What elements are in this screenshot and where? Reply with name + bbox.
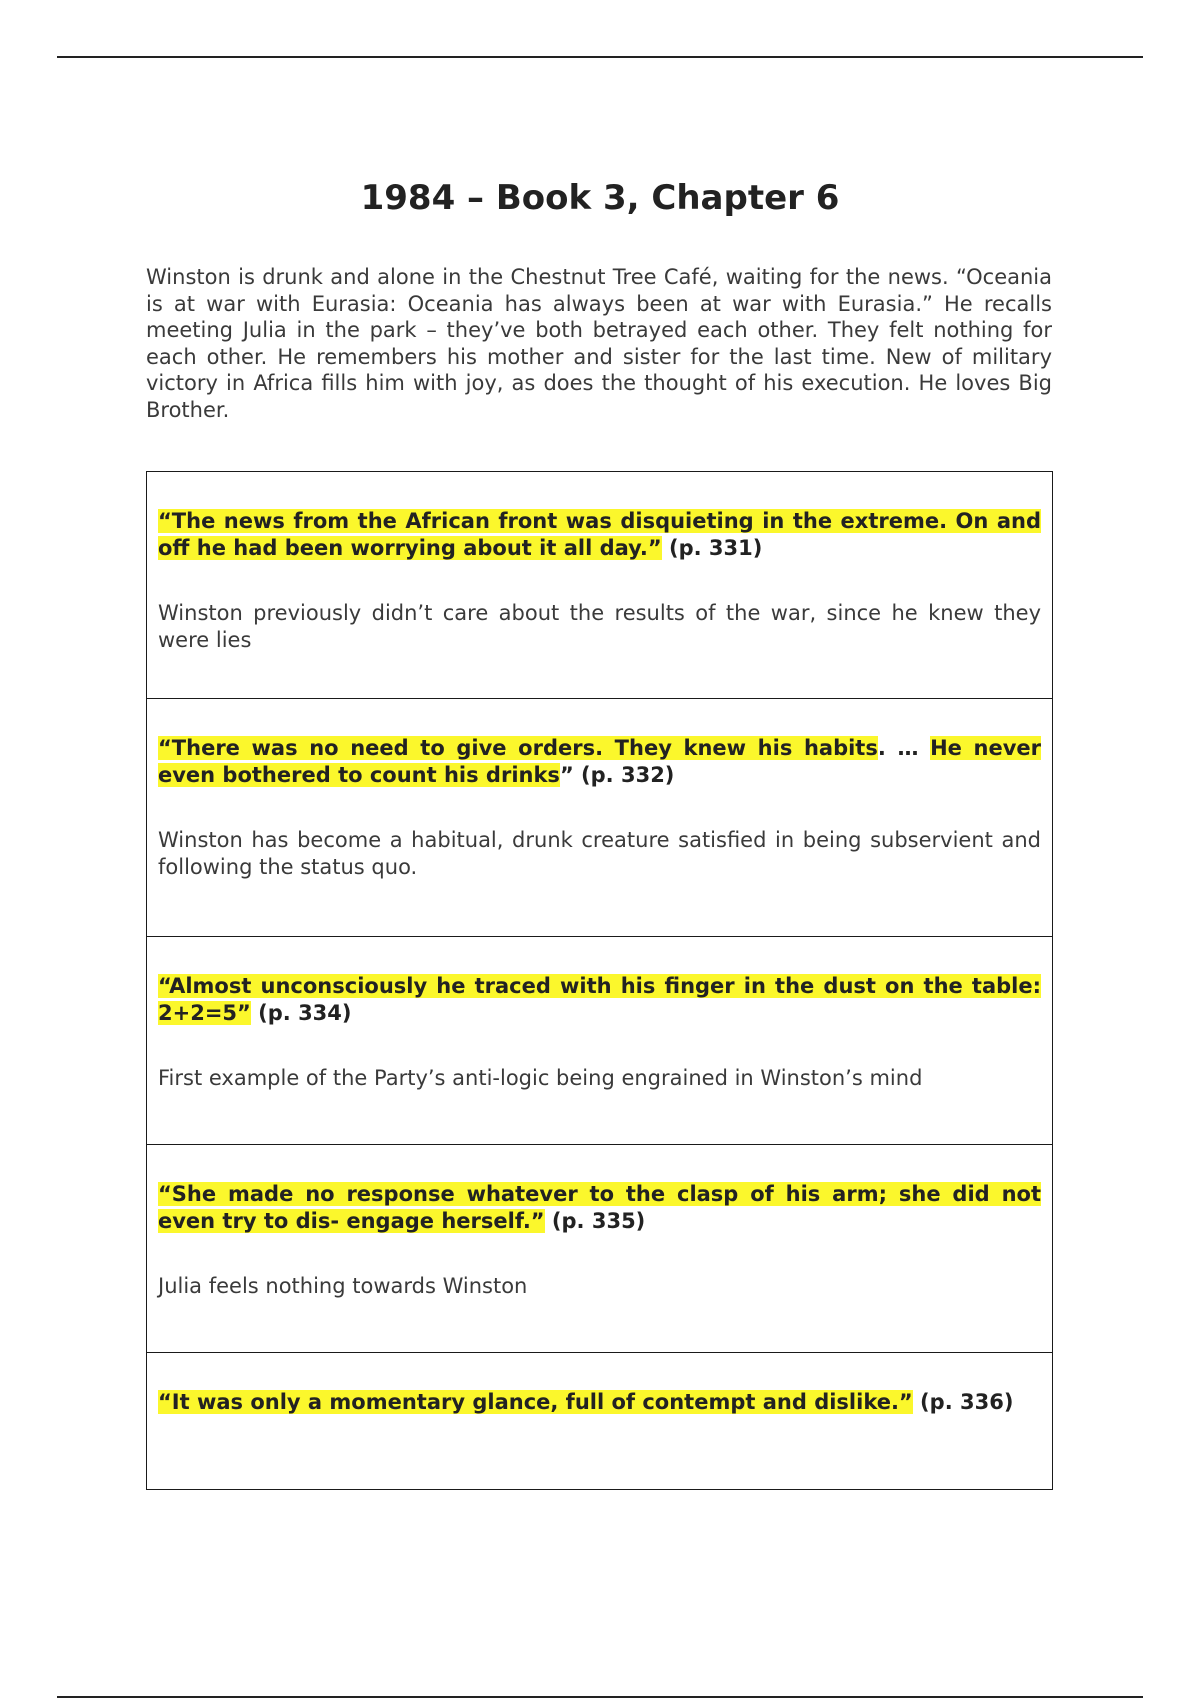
quote-row <box>147 1145 1052 1353</box>
quote-row <box>147 699 1052 937</box>
quote-row <box>147 1353 1052 1489</box>
quote <box>158 1389 1041 1416</box>
quote-citation: (p. 335) <box>544 1209 646 1233</box>
quote <box>158 1181 1041 1235</box>
quote-highlight: “There was no need to give orders. They knew his habits <box>158 736 878 760</box>
quote-highlight: “She made no response whatever to the clasp of his arm; she did not even try to dis- engage herself.” <box>158 1182 1041 1233</box>
quote-citation: (p. 336) <box>912 1390 1014 1414</box>
footer-rule <box>57 1696 1143 1698</box>
quote-highlight: “It was only a momentary glance, full of contempt and dislike.” <box>158 1390 913 1414</box>
quote-analysis: Winston previously didn’t care about the results of the war, since he knew they were lies <box>158 601 1041 652</box>
quote-analysis: First example of the Party’s anti-logic being engrained in Winston’s mind <box>158 1066 923 1090</box>
quote-highlight-2: He never even bothered to count his drinks <box>158 736 1041 787</box>
page-title: 1984 – Book 3, Chapter 6 <box>360 178 840 218</box>
quote-ellipsis: . … <box>877 736 931 760</box>
quote-citation: (p. 331) <box>661 536 763 560</box>
quote-analysis: Julia feels nothing towards Winston <box>158 1274 528 1298</box>
quote <box>158 508 1041 562</box>
quote-row <box>147 937 1052 1145</box>
quote <box>158 735 1041 789</box>
quote-citation: (p. 334) <box>250 1001 352 1025</box>
quote-highlight: “The news from the African front was disquieting in the extreme. On and off he had been worrying about it all day.” <box>158 509 1041 560</box>
header-rule <box>57 56 1143 58</box>
quote-row <box>147 472 1052 699</box>
quote-citation: ” (p. 332) <box>559 763 675 787</box>
quote <box>158 973 1041 1027</box>
quote-table <box>146 471 1053 1490</box>
chapter-summary: Winston is drunk and alone in the Chestnut Tree Café, waiting for the news. “Oceania is at war with Eurasia: Oceania has always been at war with Eurasia.” He recalls meeting Julia in the park – they’ve both betrayed each other. They felt nothing for each other. He remembers his mother and sister for the last time. New of military victory in Africa fills him with joy, as does the thought of his execution. He loves Big Brother. <box>146 265 1052 422</box>
quote-highlight: “Almost unconsciously he traced with his finger in the dust on the table: 2+2=5” <box>158 974 1041 1025</box>
quote-analysis: Winston has become a habitual, drunk creature satisfied in being subservient and following the status quo. <box>158 828 1041 879</box>
